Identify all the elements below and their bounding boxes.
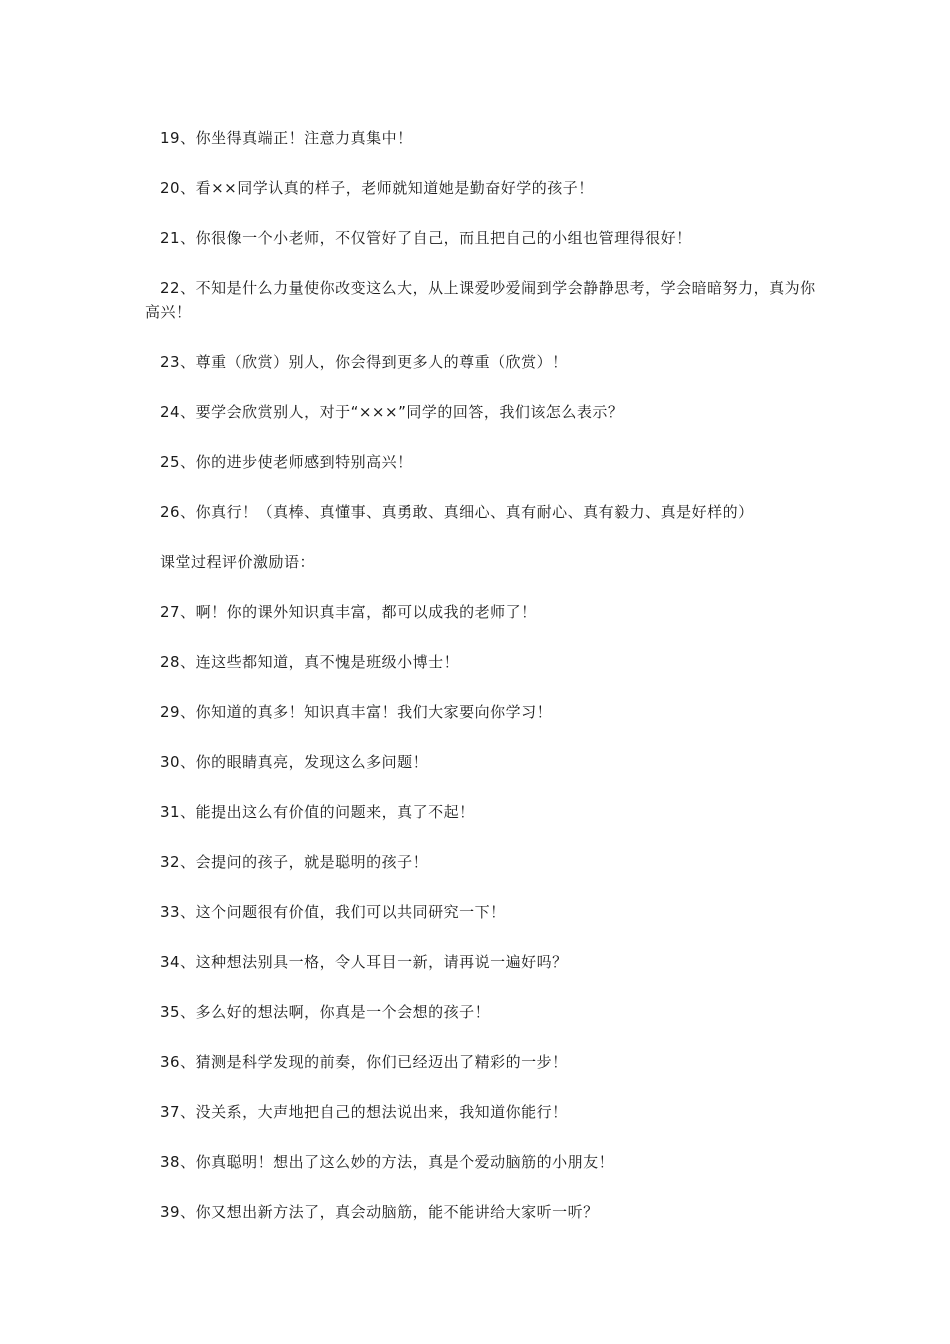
paragraph-19: 19、你坐得真端正！注意力真集中！ [160,129,413,147]
paragraph-21: 21、你很像一个小老师，不仅管好了自己，而且把自己的小组也管理得很好！ [160,229,692,247]
paragraph-25: 25、你的进步使老师感到特别高兴！ [160,453,413,471]
paragraph-26: 26、你真行！（真棒、真懂事、真勇敢、真细心、真有耐心、真有毅力、真是好样的） [160,503,754,521]
document-body [145,126,825,1250]
section-heading: 课堂过程评价激励语： [160,553,316,571]
paragraph-32: 32、会提问的孩子，就是聪明的孩子！ [160,853,429,871]
paragraph-24: 24、要学会欣赏别人，对于“×××”同学的回答，我们该怎么表示？ [160,403,624,421]
paragraph-34: 34、这种想法别具一格，令人耳目一新，请再说一遍好吗？ [160,953,568,971]
paragraph-20: 20、看××同学认真的样子，老师就知道她是勤奋好学的孩子！ [160,179,594,197]
paragraph-39: 39、你又想出新方法了，真会动脑筋，能不能讲给大家听一听？ [160,1203,599,1221]
paragraph-29: 29、你知道的真多！知识真丰富！我们大家要向你学习！ [160,703,553,721]
paragraph-36: 36、猜测是科学发现的前奏，你们已经迈出了精彩的一步！ [160,1053,568,1071]
paragraph-23: 23、尊重（欣赏）别人，你会得到更多人的尊重（欣赏）！ [160,353,568,371]
paragraph-33: 33、这个问题很有价值，我们可以共同研究一下！ [160,903,506,921]
paragraph-28: 28、连这些都知道，真不愧是班级小博士！ [160,653,460,671]
paragraph-31: 31、能提出这么有价值的问题来，真了不起！ [160,803,475,821]
paragraph-22: 22、不知是什么力量使你改变这么大，从上课爱吵爱闹到学会静静思考，学会暗暗努力，真为你高兴！ [145,279,816,321]
paragraph-35: 35、多么好的想法啊，你真是一个会想的孩子！ [160,1003,491,1021]
paragraph-27: 27、啊！你的课外知识真丰富，都可以成我的老师了！ [160,603,537,621]
paragraph-30: 30、你的眼睛真亮，发现这么多问题！ [160,753,429,771]
paragraph-38: 38、你真聪明！想出了这么妙的方法，真是个爱动脑筋的小朋友！ [160,1153,615,1171]
paragraph-37: 37、没关系，大声地把自己的想法说出来，我知道你能行！ [160,1103,568,1121]
